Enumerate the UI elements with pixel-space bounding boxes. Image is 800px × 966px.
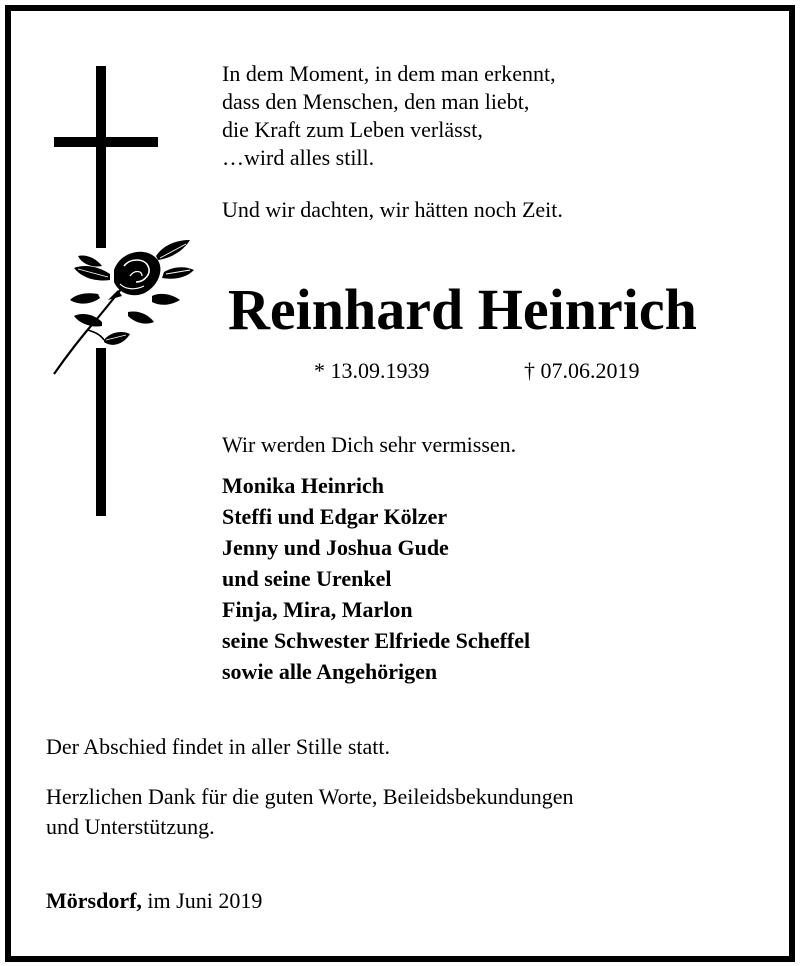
mourner-line: seine Schwester Elfriede Scheffel — [222, 628, 531, 653]
place-town: Mörsdorf, — [46, 888, 142, 913]
thanks-line: und Unterstützung. — [46, 814, 215, 839]
poem — [222, 60, 556, 172]
mourner-line: Monika Heinrich — [222, 473, 384, 498]
quote-text: Und wir dachten, wir hätten noch Zeit. — [222, 197, 563, 222]
miss-text: Wir werden Dich sehr vermissen. — [222, 432, 517, 457]
place-month: im Juni 2019 — [147, 888, 263, 913]
deceased-name: Reinhard Heinrich — [228, 277, 697, 342]
mourner-line: Steffi und Edgar Kölzer — [222, 504, 448, 529]
mourner-line: und seine Urenkel — [222, 566, 392, 591]
thanks-line: Herzlichen Dank für die guten Worte, Beileidsbekundungen — [46, 784, 574, 809]
poem-line: die Kraft zum Leben verlässt, — [222, 117, 483, 142]
thanks-text — [46, 782, 574, 842]
rose-icon — [48, 236, 198, 378]
death-date: † 07.06.2019 — [524, 358, 640, 383]
birth-date: * 13.09.1939 — [314, 358, 430, 383]
mourner-line: Jenny und Joshua Gude — [222, 535, 449, 560]
poem-line: …wird alles still. — [222, 145, 375, 170]
mourner-line: Finja, Mira, Marlon — [222, 597, 413, 622]
place-date — [46, 886, 262, 916]
mourner-line: sowie alle Angehörigen — [222, 659, 438, 684]
mourners-list — [222, 470, 530, 687]
farewell-text: Der Abschied findet in aller Stille statt. — [46, 734, 390, 759]
poem-line: dass den Menschen, den man liebt, — [222, 89, 530, 114]
poem-line: In dem Moment, in dem man erkennt, — [222, 61, 556, 86]
